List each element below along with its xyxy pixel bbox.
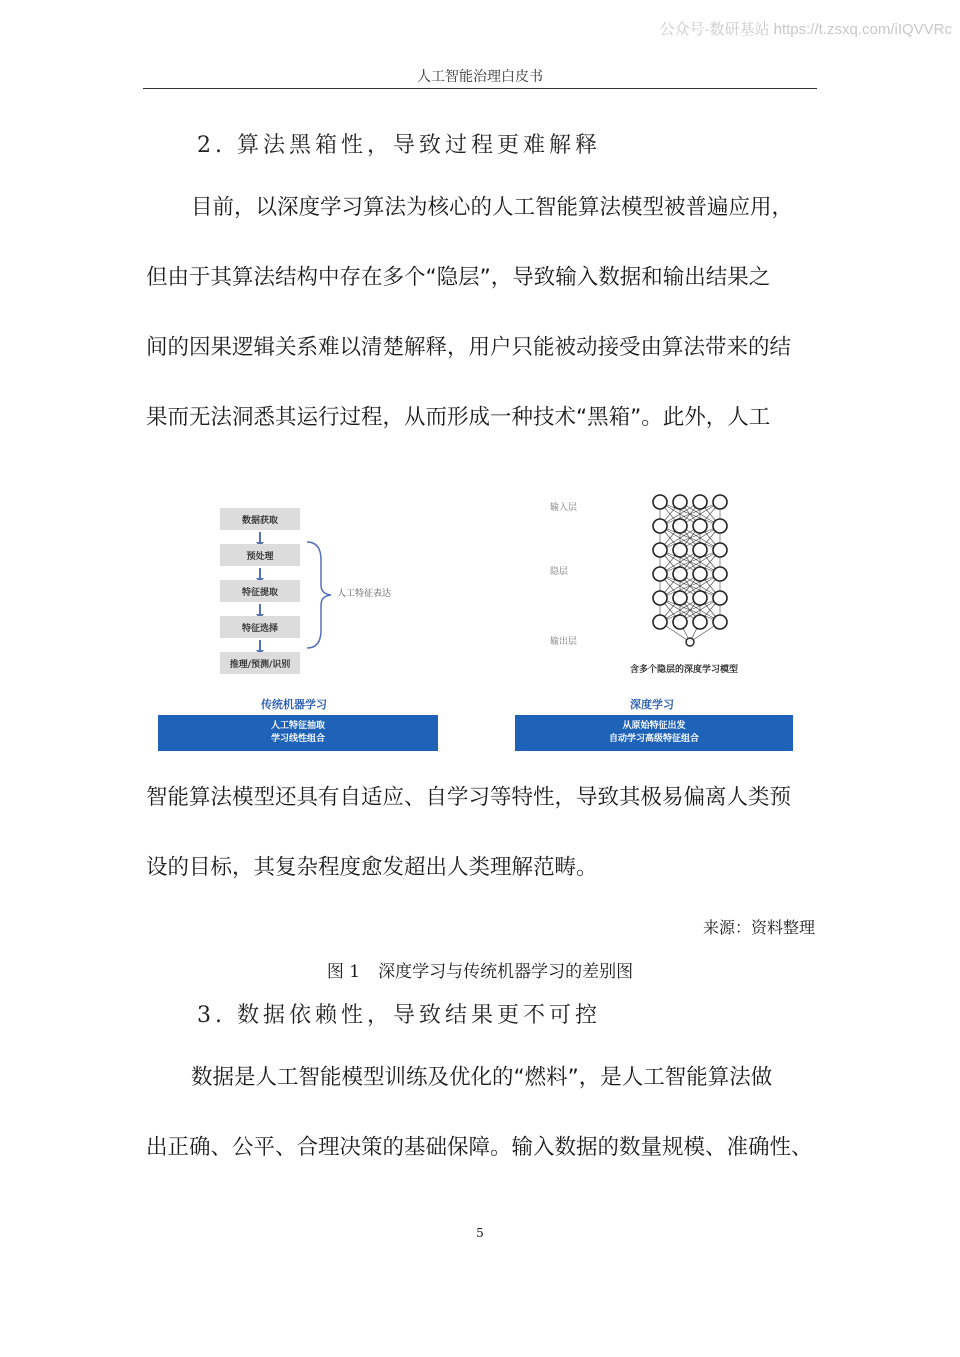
flow-step: 特征提取 [220, 580, 300, 602]
network-node [713, 495, 727, 509]
network-node [653, 567, 667, 581]
section-3-heading: 3. 数据依赖性，导致结果更不可控 [197, 1003, 601, 1028]
network-node [673, 591, 687, 605]
network-node [713, 519, 727, 533]
paragraph-line: 智能算法模型还具有自适应、自学习等特性，导致其极易偏离人类预 [146, 785, 792, 810]
flow-arrow [259, 640, 261, 651]
caption-number: 图 1 [326, 962, 361, 982]
paragraph-line: 间的因果逻辑关系难以清楚解释，用户只能被动接受由算法带来的结 [146, 335, 792, 360]
network-node [673, 495, 687, 509]
flow-arrow [259, 604, 261, 615]
input-layer-label: 输入层 [550, 503, 578, 513]
network-node [653, 543, 667, 557]
flow-step: 数据获取 [220, 508, 300, 530]
paragraph-line: 果而无法洞悉其运行过程，从而形成一种技术“黑箱”。此外，人工 [146, 405, 771, 430]
figure-source: 来源：资料整理 [702, 918, 815, 937]
network-node [693, 543, 707, 557]
network-node [713, 615, 727, 629]
output-node [686, 638, 694, 646]
output-layer-label: 输出层 [550, 637, 578, 647]
network-node [713, 543, 727, 557]
paragraph-line: 目前，以深度学习算法为核心的人工智能算法模型被普遍应用， [191, 195, 794, 220]
paragraph-line: 数据是人工智能模型训练及优化的“燃料”，是人工智能算法做 [191, 1065, 773, 1090]
network-node [673, 543, 687, 557]
comparison-figure [150, 490, 810, 760]
banner-line: 自动学习高级特征组合 [608, 734, 699, 744]
brace-icon [305, 540, 335, 650]
network-node [653, 495, 667, 509]
section-2-heading: 2. 算法黑箱性，导致过程更难解释 [197, 133, 601, 158]
neural-network-diagram [640, 492, 740, 652]
header-rule [143, 88, 817, 89]
flow-step: 特征选择 [220, 616, 300, 638]
network-node [673, 567, 687, 581]
deep-banner [515, 715, 793, 751]
figure-caption [0, 957, 960, 982]
flow-step: 预处理 [220, 544, 300, 566]
network-node [713, 591, 727, 605]
traditional-banner [158, 715, 438, 751]
network-node [653, 615, 667, 629]
network-node [693, 495, 707, 509]
source-watermark: 公众号·数研基站 https://t.zsxq.com/iIQVVRc [659, 21, 952, 38]
traditional-title: 传统机器学习 [261, 698, 327, 711]
paragraph-line: 但由于其算法结构中存在多个“隐层”，导致输入数据和输出结果之 [146, 265, 771, 290]
network-node [713, 567, 727, 581]
network-node [693, 567, 707, 581]
network-node [673, 615, 687, 629]
network-node [653, 591, 667, 605]
banner-line: 学习线性组合 [270, 734, 325, 744]
paragraph-line: 出正确、公平、合理决策的基础保障。输入数据的数量规模、准确性、 [146, 1135, 813, 1160]
page-header: 人工智能治理白皮书 [417, 69, 543, 85]
banner-line: 人工特征抽取 [270, 721, 325, 731]
network-node [653, 519, 667, 533]
network-node [693, 519, 707, 533]
nn-caption: 含多个隐层的深度学习模型 [630, 665, 739, 675]
paragraph-line: 设的目标，其复杂程度愈发超出人类理解范畴。 [146, 855, 598, 880]
banner-line: 从原始特征出发 [622, 721, 686, 731]
page-number: 5 [476, 1226, 484, 1240]
brace-label: 人工特征表达 [337, 589, 392, 599]
network-node [693, 615, 707, 629]
flow-arrow [259, 532, 261, 543]
network-node [693, 591, 707, 605]
flow-step: 推理/预测/识别 [220, 652, 300, 674]
deep-title: 深度学习 [630, 698, 674, 711]
caption-text: 深度学习与传统机器学习的差别图 [378, 962, 634, 982]
flow-arrow [259, 568, 261, 579]
network-node [673, 519, 687, 533]
hidden-layer-label: 隐层 [550, 567, 569, 577]
